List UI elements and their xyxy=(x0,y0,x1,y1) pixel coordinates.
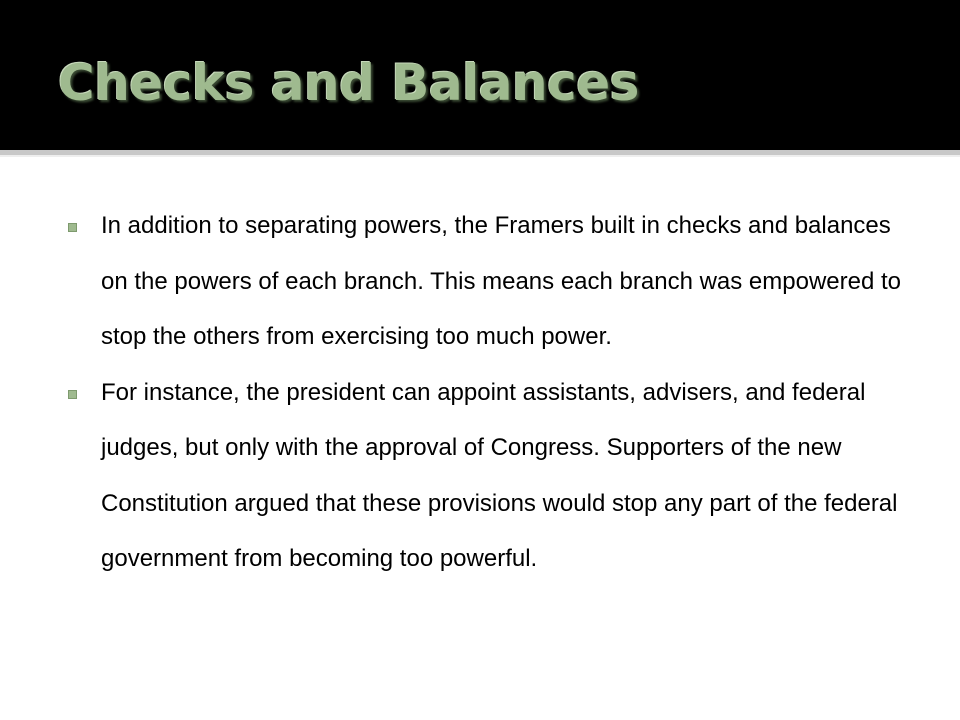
bullet-text: For instance, the president can appoint assistants, advisers, and federal judges, but only with the approval of Congress. Supporters of the new Constitution argued that these provisions would stop any part of the federal government from becoming too powerful. xyxy=(101,378,898,572)
square-bullet-icon xyxy=(68,390,77,399)
title-bar xyxy=(0,0,960,150)
title-divider-highlight xyxy=(0,155,960,157)
square-bullet-icon xyxy=(68,223,77,232)
bullet-text: In addition to separating powers, the Framers built in checks and balances on the powers of each branch. This means each branch was empowered to stop the others from exercising too much power. xyxy=(101,212,902,350)
slide-body xyxy=(0,198,960,587)
slide-title: Checks and Balances xyxy=(58,54,639,112)
bullet-item xyxy=(0,365,960,587)
bullet-item xyxy=(0,198,960,365)
